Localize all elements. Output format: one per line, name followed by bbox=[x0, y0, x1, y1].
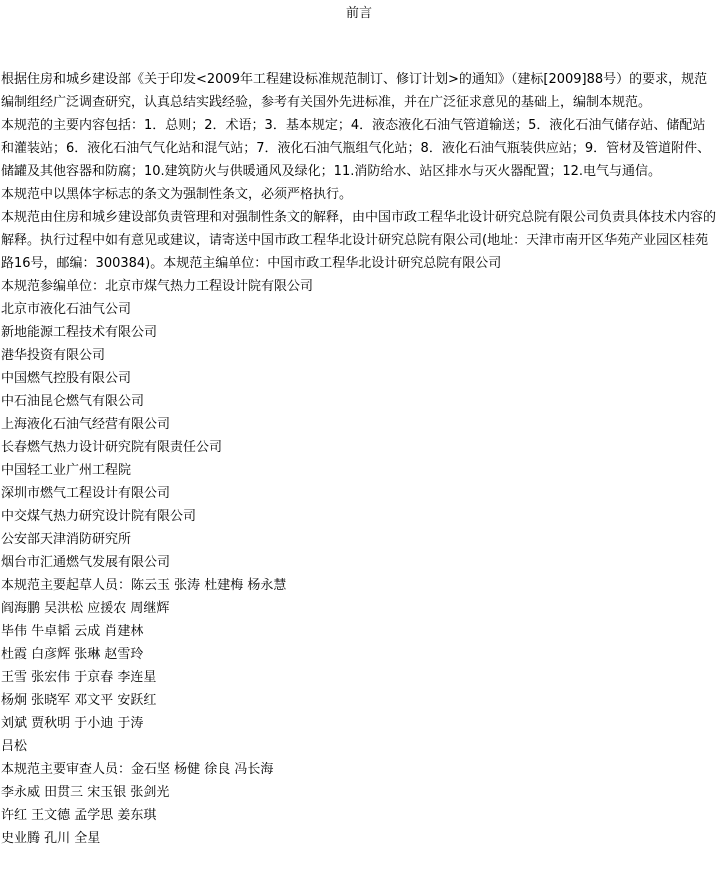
document-body bbox=[1, 68, 717, 850]
participating-unit: 深圳市燃气工程设计有限公司 bbox=[1, 486, 171, 501]
drafter-names: 阎海鹏 吴洪松 应援农 周继辉 bbox=[1, 601, 170, 616]
drafter-names: 杜霞 白彦辉 张琳 赵雪玲 bbox=[1, 647, 144, 662]
participating-unit: 中交煤气热力研究设计院有限公司 bbox=[1, 509, 197, 524]
participating-unit: 港华投资有限公司 bbox=[1, 348, 106, 363]
participating-unit: 中国轻工业广州工程院 bbox=[1, 463, 132, 478]
reviewer-names: 许红 王文德 孟学思 姜东琪 bbox=[1, 808, 157, 823]
drafter-names: 王雪 张宏伟 于京春 李连星 bbox=[1, 670, 157, 685]
participating-unit: 公安部天津消防研究所 bbox=[1, 532, 132, 547]
drafters-line: 本规范主要起草人员：陈云玉 张涛 杜建梅 杨永慧 bbox=[1, 578, 287, 593]
drafter-names: 刘斌 贾秋明 于小迪 于涛 bbox=[1, 716, 144, 731]
paragraph-preface: 根据住房和城乡建设部《关于印发<2009年工程建设标准规范制订、修订计划>的通知》（建标[2009]88号）的要求，规范编制组经广泛调查研究，认真总结实践经验，参考有关国外先进标准，并在广泛征求意见的基础上，编制本规范。 bbox=[1, 72, 708, 110]
participating-unit: 中石油昆仑燃气有限公司 bbox=[1, 394, 145, 409]
paragraph-mandatory-clauses: 本规范中以黑体字标志的条文为强制性条文，必须严格执行。 bbox=[1, 187, 353, 202]
participating-unit: 长春燃气热力设计研究院有限责任公司 bbox=[1, 440, 223, 455]
drafter-names: 吕松 bbox=[1, 739, 28, 754]
participating-unit: 中国燃气控股有限公司 bbox=[1, 371, 132, 386]
paragraph-administration: 本规范由住房和城乡建设部负责管理和对强制性条文的解释，由中国市政工程华北设计研究总院有限公司负责具体技术内容的解释。执行过程中如有意见或建议，请寄送中国市政工程华北设计研究总院有限公司(地址：天津市南开区华苑产业园区桂苑路16号，邮编：300384)。本规范主编单位：中国市政工程华北设计研究总院有限公司 bbox=[1, 210, 717, 271]
reviewer-names: 李永威 田贯三 宋玉银 张剑光 bbox=[1, 785, 170, 800]
paragraph-contents: 本规范的主要内容包括：1．总则；2．术语；3．基本规定；4．液态液化石油气管道输送；5．液化石油气储存站、储配站和灌装站；6．液化石油气气化站和混气站；7．液化石油气瓶组气化站；8．液化石油气瓶装供应站；9．管材及管道附件、储罐及其他容器和防腐；10.建筑防火与供暖通风及绿化；11.消防给水、站区排水与灭火器配置；12.电气与通信。 bbox=[1, 118, 711, 179]
participating-unit: 烟台市汇通燃气发展有限公司 bbox=[1, 555, 171, 570]
reviewers-line: 本规范主要审查人员：金石坚 杨健 徐良 冯长海 bbox=[1, 762, 274, 777]
reviewer-names: 史业腾 孔川 全星 bbox=[1, 831, 101, 846]
participating-unit: 新地能源工程技术有限公司 bbox=[1, 325, 158, 340]
participating-unit: 上海液化石油气经营有限公司 bbox=[1, 417, 171, 432]
participating-unit: 北京市液化石油气公司 bbox=[1, 302, 132, 317]
drafter-names: 毕伟 牛卓韬 云成 肖建林 bbox=[1, 624, 144, 639]
drafter-names: 杨炯 张晓军 邓文平 安跃红 bbox=[1, 693, 157, 708]
participating-units-line: 本规范参编单位：北京市煤气热力工程设计院有限公司 bbox=[1, 279, 314, 294]
document-title: 前言 bbox=[345, 6, 372, 21]
